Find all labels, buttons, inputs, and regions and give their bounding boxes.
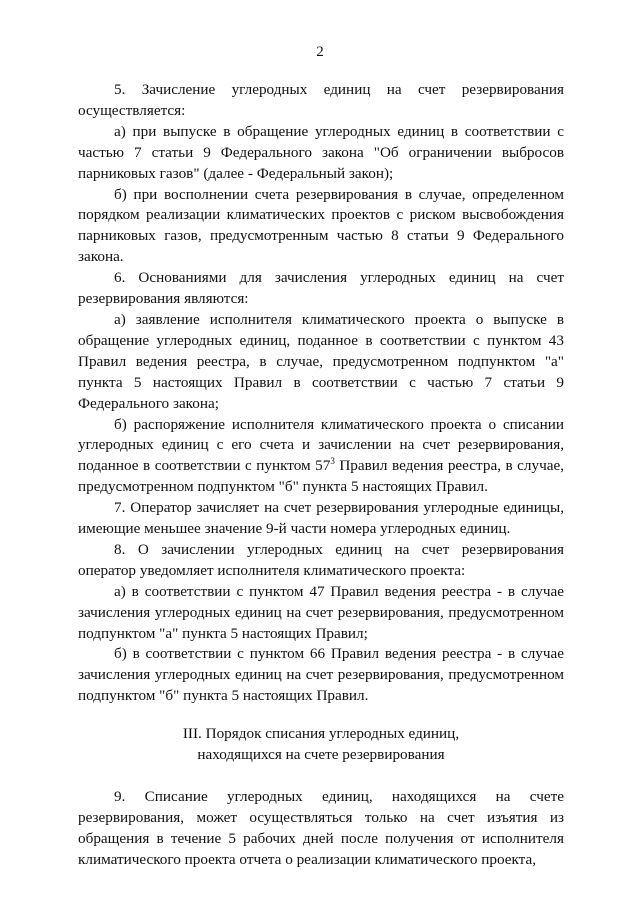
section-heading-line-1: III. Порядок списания углеродных единиц, <box>182 725 460 743</box>
paragraph-6a: а) заявление исполнителя климатического проекта о выпуске в обращение углеродных единиц, поданное в соответствии с пунктом 43 Правил ведения реестра, в случае, предусмотренном подпунктом "а" пункта 5 настоящих Правил в соответствии с частью 7 статьи 9 Федерального закона; <box>78 310 564 412</box>
paragraph-5b: б) при восполнении счета резервирования в случае, определенном порядком реализации климатических проектов с риском высвобождения парниковых газов, предусмотренным частью 8 статьи 9 Федерального закона. <box>78 185 564 266</box>
paragraph-5a: а) при выпуске в обращение углеродных единиц в соответствии с частью 7 статьи 9 Федерального закона "Об ограничении выбросов парниковых газов" (далее - Федеральный закон); <box>78 122 564 182</box>
section-heading <box>78 724 564 766</box>
paragraph-6b-text: б) распоряжение исполнителя климатического проекта о списании углеродных единиц с его счета и зачислении на счет резервирования, поданное в соответствии с пунктом 57 <box>78 415 564 475</box>
paragraph-8a: а) в соответствии с пунктом 47 Правил ведения реестра - в случае зачисления углеродных единиц на счет резервирования, предусмотренном подпунктом "а" пункта 5 настоящих Правил; <box>78 582 564 642</box>
paragraph-6: 6. Основаниями для зачисления углеродных единиц на счет резервирования являются: <box>78 269 564 308</box>
paragraph-9: 9. Списание углеродных единиц, находящихся на счете резервирования, может осуществляться только на счет изъятия из обращения в течение 5 рабочих дней после получения от исполнителя климатического проекта отчета о реализации климатического проекта, <box>78 788 564 868</box>
paragraph-8: 8. О зачислении углеродных единиц на счет резервирования оператор уведомляет исполнителя климатического проекта: <box>78 540 564 579</box>
page-number: 2 <box>316 44 324 60</box>
paragraph-8b: б) в соответствии с пунктом 66 Правил ведения реестра - в случае зачисления углеродных единиц на счет резервирования, предусмотренном подпунктом "б" пункта 5 настоящих Правил. <box>78 645 564 705</box>
paragraph-7: 7. Оператор зачисляет на счет резервирования углеродные единицы, имеющие меньшее значение 9-й части номера углеродных единиц. <box>78 499 564 538</box>
superscript: 3 <box>330 456 335 467</box>
paragraph-6b-tail: Правил ведения реестра, в случае, предусмотренном подпунктом "б" пункта 5 настоящих Правил. <box>78 457 564 496</box>
paragraph-5: 5. Зачисление углеродных единиц на счет резервирования осуществляется: <box>78 81 564 119</box>
paragraph-6b <box>78 415 564 499</box>
section-heading-line-2: находящихся на счете резервирования <box>197 746 445 764</box>
document-body <box>78 80 564 871</box>
